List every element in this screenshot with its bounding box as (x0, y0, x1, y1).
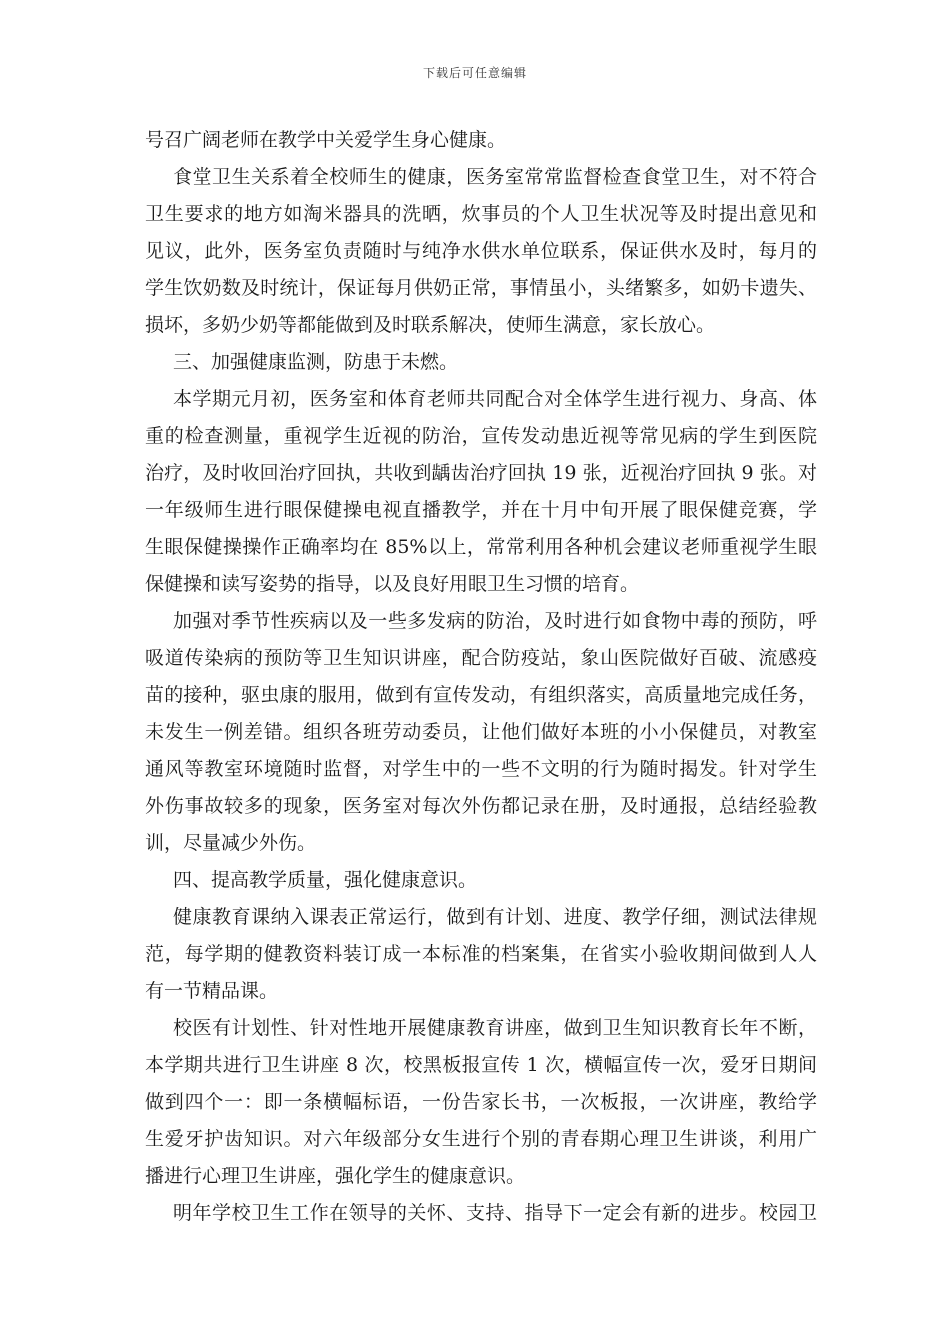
text-line: 本学期共进行卫生讲座 8 次，校黑板报宣传 1 次，横幅宣传一次，爱牙日期间 (145, 1054, 817, 1076)
text-line: 吸道传染病的预防等卫生知识讲座，配合防疫站，象山医院做好百破、流感疫 (145, 647, 817, 669)
text-line: 训，尽量减少外伤。 (145, 832, 317, 854)
paragraph-line: 校医有计划性、针对性地开展健康教育讲座，做到卫生知识教育长年不断， (173, 1017, 817, 1039)
text-line: 做到四个一：即一条横幅标语，一份告家长书，一次板报，一次讲座，教给学 (145, 1091, 817, 1113)
text-line: 卫生要求的地方如淘米器具的洗晒，炊事员的个人卫生状况等及时提出意见和 (145, 203, 817, 225)
text-line: 见议，此外，医务室负责随时与纯净水供水单位联系，保证供水及时，每月的 (145, 240, 817, 262)
text-line: 号召广阔老师在教学中关爱学生身心健康。 (145, 129, 507, 151)
text-line: 有一节精品课。 (145, 980, 279, 1002)
section-heading: 四、提高教学质量，强化健康意识。 (173, 869, 478, 891)
text-line: 未发生一例差错。组织各班劳动委员，让他们做好本班的小小保健员，对教室 (145, 721, 817, 743)
paragraph-line: 加强对季节性疾病以及一些多发病的防治，及时进行如食物中毒的预防，呼 (173, 610, 817, 632)
text-line: 重的检查测量，重视学生近视的防治，宣传发动患近视等常见病的学生到医院 (145, 425, 817, 447)
paragraph-line: 食堂卫生关系着全校师生的健康，医务室常常监督检查食堂卫生，对不符合 (173, 166, 817, 188)
text-line: 治疗，及时收回治疗回执，共收到龋齿治疗回执 19 张，近视治疗回执 9 张。对 (145, 462, 817, 484)
page-header: 下载后可任意编辑 (422, 66, 527, 80)
text-line: 生眼保健操操作正确率均在 85%以上，常常利用各种机会建议老师重视学生眼 (145, 536, 817, 558)
text-line: 通风等教室环境随时监督，对学生中的一些不文明的行为随时揭发。针对学生 (145, 758, 817, 780)
text-line: 范，每学期的健教资料装订成一本标准的档案集，在省实小验收期间做到人人 (145, 943, 817, 965)
paragraph-line: 本学期元月初，医务室和体育老师共同配合对全体学生进行视力、身高、体 (173, 388, 817, 410)
section-heading: 三、加强健康监测，防患于未燃。 (173, 351, 459, 373)
text-line: 苗的接种，驱虫康的服用，做到有宣传发动，有组织落实，高质量地完成任务， (145, 684, 817, 706)
text-line: 损坏，多奶少奶等都能做到及时联系解决，使师生满意，家长放心。 (145, 314, 716, 336)
text-line: 外伤事故较多的现象，医务室对每次外伤都记录在册，及时通报，总结经验教 (145, 795, 817, 817)
text-line: 播进行心理卫生讲座，强化学生的健康意识。 (145, 1165, 526, 1187)
paragraph-line: 健康教育课纳入课表正常运行，做到有计划、进度、教学仔细，测试法律规 (173, 906, 817, 928)
text-line: 一年级师生进行眼保健操电视直播教学，并在十月中旬开展了眼保健竞赛，学 (145, 499, 817, 521)
document-body (145, 122, 817, 1232)
paragraph-line: 明年学校卫生工作在领导的关怀、支持、指导下一定会有新的进步。校园卫 (173, 1202, 817, 1224)
text-line: 学生饮奶数及时统计，保证每月供奶正常，事情虽小，头绪繁多，如奶卡遗失、 (145, 277, 817, 299)
text-line: 保健操和读写姿势的指导，以及良好用眼卫生习惯的培育。 (145, 573, 640, 595)
text-line: 生爱牙护齿知识。对六年级部分女生进行个别的青春期心理卫生讲谈，利用广 (145, 1128, 817, 1150)
